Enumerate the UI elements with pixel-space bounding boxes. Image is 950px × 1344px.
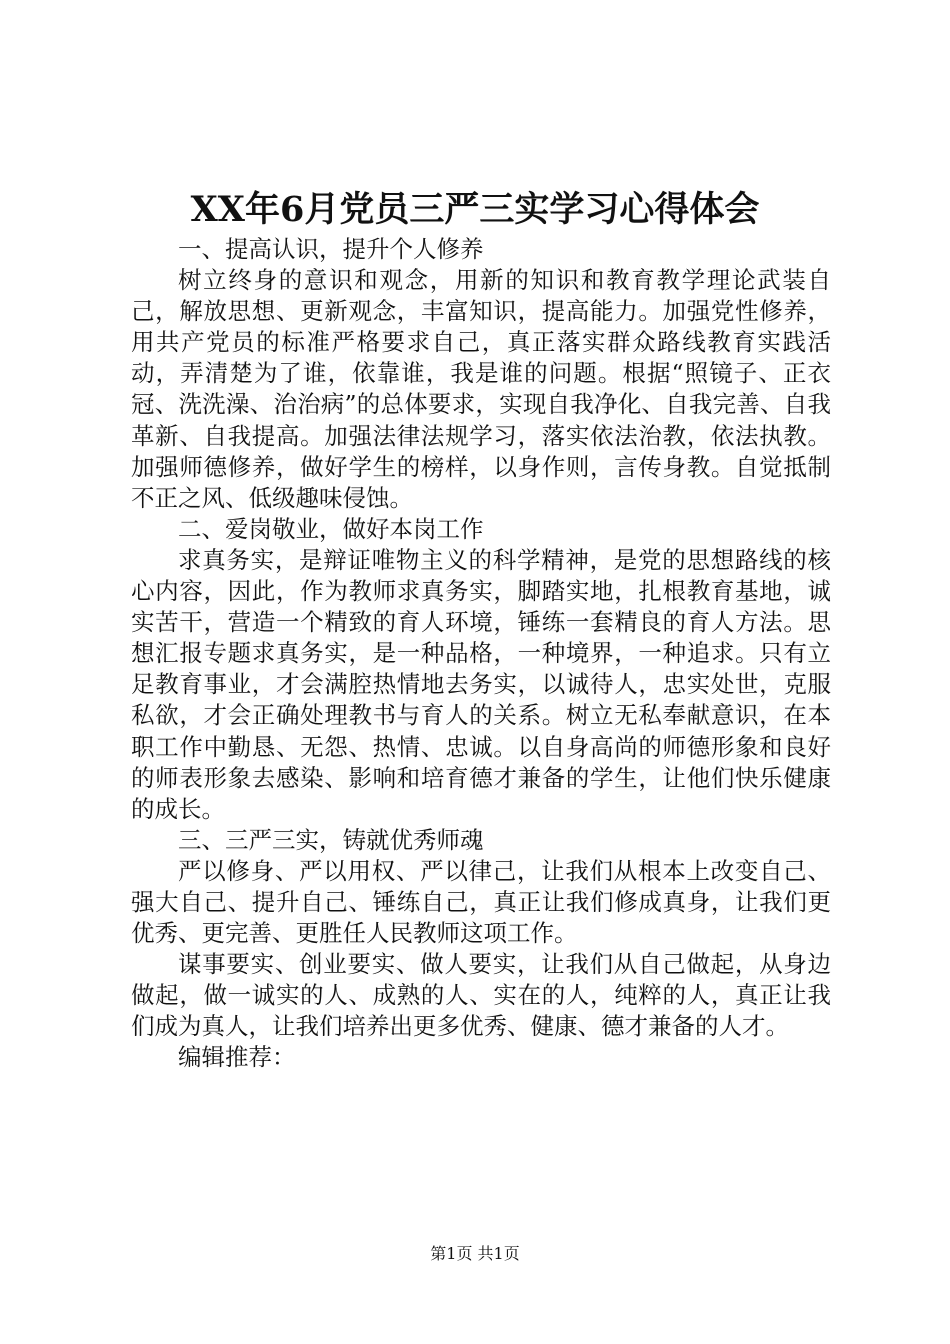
body-paragraph: 谋事要实、创业要实、做人要实，让我们从自己做起，从身边做起，做一诚实的人、成熟的人、实在的人，纯粹的人，真正让我们成为真人，让我们培养出更多优秀、健康、德才兼备的人才。 <box>131 950 831 1041</box>
editor-note: 编辑推荐： <box>178 1043 296 1072</box>
body-paragraph: 树立终身的意识和观念，用新的知识和教育教学理论武装自己，解放思想、更新观念，丰富知识，提高能力。加强党性修养，用共产党员的标准严格要求自己，真正落实群众路线教育实践活动，弄清楚为了谁，依靠谁，我是谁的问题。根据“照镜子、正衣冠、洗洗澡、治治病”的总体要求，实现自我净化、自我完善、自我革新、自我提高。加强法律法规学习，落实依法治教，依法执教。加强师德修养，做好学生的榜样，以身作则，言传身教。自觉抵制不正之风、低级趣味侵蚀。 <box>131 266 831 512</box>
section-heading: 一、提高认识，提升个人修养 <box>178 235 484 263</box>
body-paragraph: 求真务实，是辩证唯物主义的科学精神，是党的思想路线的核心内容，因此，作为教师求真务实，脚踏实地，扎根教育基地，诚实苦干，营造一个精致的育人环境，锤练一套精良的育人方法。思想汇报专题求真务实，是一种品格，一种境界，一种追求。只有立足教育事业，才会满腔热情地去务实，以诚待人，忠实处世，克服私欲，才会正确处理教书与育人的关系。树立无私奉献意识，在本职工作中勤恳、无怨、热情、忠诚。以自身高尚的师德形象和良好的师表形象去感染、影响和培育德才兼备的学生，让他们快乐健康的成长。 <box>131 545 831 823</box>
section-heading: 三、三严三实，铸就优秀师魂 <box>178 825 484 854</box>
page-footer: 第1页 共1页 <box>430 1244 520 1263</box>
body-paragraph: 严以修身、严以用权、严以律己，让我们从根本上改变自己、强大自己、提升自己、锤练自己，真正让我们修成真身，让我们更优秀、更完善、更胜任人民教师这项工作。 <box>131 856 831 948</box>
section-heading: 二、爱岗敬业，做好本岗工作 <box>178 514 484 543</box>
document-body <box>131 234 831 1074</box>
document-title: XX年6月党员三严三实学习心得体会 <box>190 189 760 230</box>
